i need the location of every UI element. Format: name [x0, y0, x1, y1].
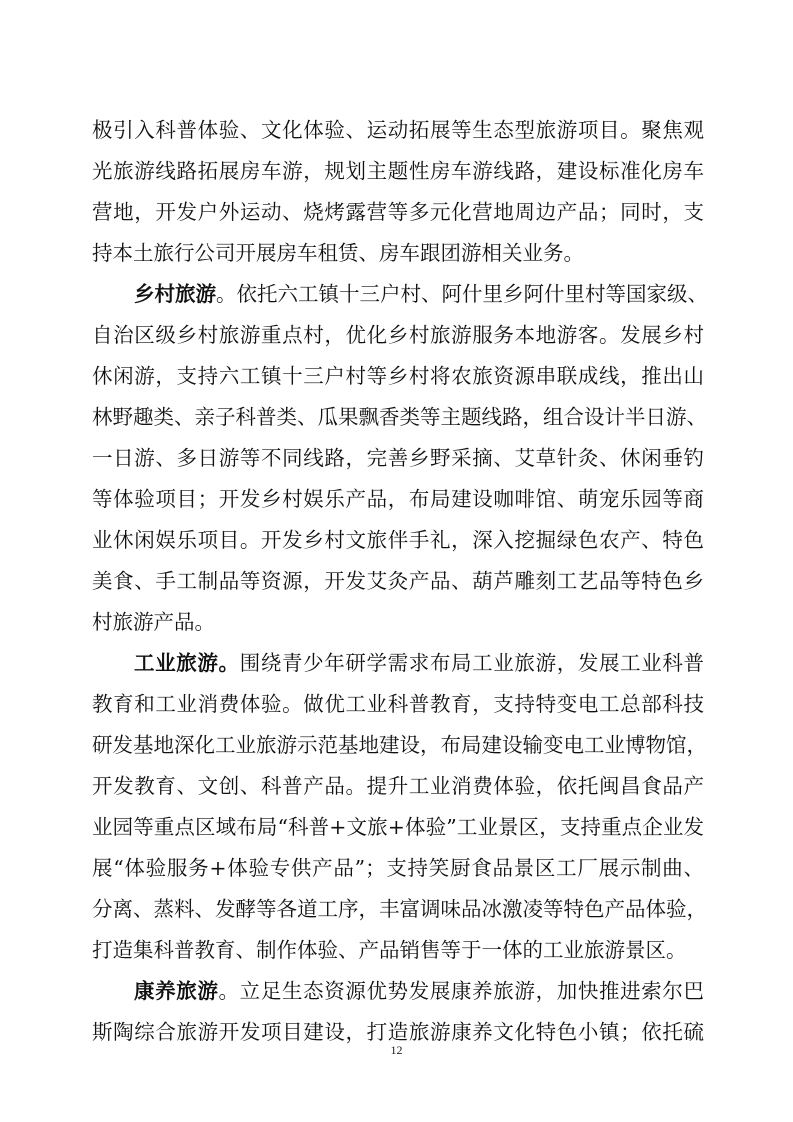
text-line — [0, 602, 793, 643]
text-line — [0, 110, 793, 151]
line-text: 展“体验服务+体验专供产品”；支持笑厨食品景区工厂展示制曲、 — [92, 856, 704, 880]
text-line — [0, 438, 793, 479]
document-body — [0, 110, 793, 1053]
text-line — [0, 397, 793, 438]
text-line — [0, 315, 793, 356]
line-text: 等体验项目；开发乡村娱乐产品，布局建设咖啡馆、萌宠乐园等商 — [92, 487, 704, 511]
text-line — [0, 479, 793, 520]
line-text: 美食、手工制品等资源，开发艾灸产品、葫芦雕刻工艺品等特色乡 — [92, 569, 704, 593]
text-line — [0, 233, 793, 274]
section-heading-rural-tourism: 乡村旅游 — [134, 282, 216, 306]
text-line — [0, 889, 793, 930]
line-text: 持本土旅行公司开展房车租赁、房车跟团游相关业务。 — [92, 241, 584, 265]
text-line — [0, 561, 793, 602]
line-text: 一日游、多日游等不同线路，完善乡野采摘、艾草针灸、休闲垂钓 — [92, 446, 704, 470]
line-text: 开发教育、文创、科普产品。提升工业消费体验，依托闽昌食品产 — [92, 774, 704, 798]
line-text: 村旅游产品。 — [92, 610, 215, 634]
line-text: 打造集科普教育、制作体验、产品销售等于一体的工业旅游景区。 — [92, 938, 687, 962]
text-line — [0, 971, 793, 1012]
line-text: 业园等重点区域布局“科普+文旅+体验”工业景区，支持重点企业发 — [92, 815, 704, 839]
text-line — [0, 192, 793, 233]
text-line — [0, 520, 793, 561]
line-text: 研发基地深化工业旅游示范基地建设，布局建设输变电工业博物馆， — [92, 733, 707, 757]
line-text: 自治区级乡村旅游重点村，优化乡村旅游服务本地游客。发展乡村 — [92, 323, 704, 347]
line-text: 分离、蒸料、发酵等各道工序，丰富调味品冰激凌等特色产品体验， — [92, 897, 707, 921]
line-text: 教育和工业消费体验。做优工业科普教育，支持特变电工总部科技 — [92, 692, 704, 716]
line-text: 林野趣类、亲子科普类、瓜果飘香类等主题线路，组合设计半日游、 — [92, 405, 707, 429]
line-text: 斯陶综合旅游开发项目建设，打造旅游康养文化特色小镇；依托硫 — [92, 1020, 704, 1044]
section-heading-industrial-tourism: 工业旅游。 — [134, 651, 240, 675]
text-line — [0, 151, 793, 192]
text-line — [0, 684, 793, 725]
section-heading-wellness-tourism: 康养旅游 — [134, 979, 219, 1003]
line-text: 围绕青少年研学需求布局工业旅游，发展工业科普 — [239, 651, 705, 675]
text-line — [0, 274, 793, 315]
line-text: 营地，开发户外运动、烧烤露营等多元化营地周边产品；同时，支 — [92, 200, 704, 224]
text-line — [0, 725, 793, 766]
line-text: 业休闲娱乐项目。开发乡村文旅伴手礼，深入挖掘绿色农产、特色 — [92, 528, 704, 552]
line-text: 。立足生态资源优势发展康养旅游，加快推进索尔巴 — [218, 979, 705, 1003]
line-text: 光旅游线路拓展房车游，规划主题性房车游线路，建设标准化房车 — [92, 159, 704, 183]
text-line — [0, 766, 793, 807]
text-line — [0, 930, 793, 971]
line-text: 。依托六工镇十三户村、阿什里乡阿什里村等国家级、 — [216, 282, 708, 306]
page-number: 12 — [390, 1043, 403, 1057]
line-text: 休闲游，支持六工镇十三户村等乡村将农旅资源串联成线，推出山 — [92, 364, 704, 388]
line-text: 极引入科普体验、文化体验、运动拓展等生态型旅游项目。聚焦观 — [92, 118, 704, 142]
text-line — [0, 643, 793, 684]
text-line — [0, 848, 793, 889]
text-line — [0, 356, 793, 397]
text-line — [0, 807, 793, 848]
